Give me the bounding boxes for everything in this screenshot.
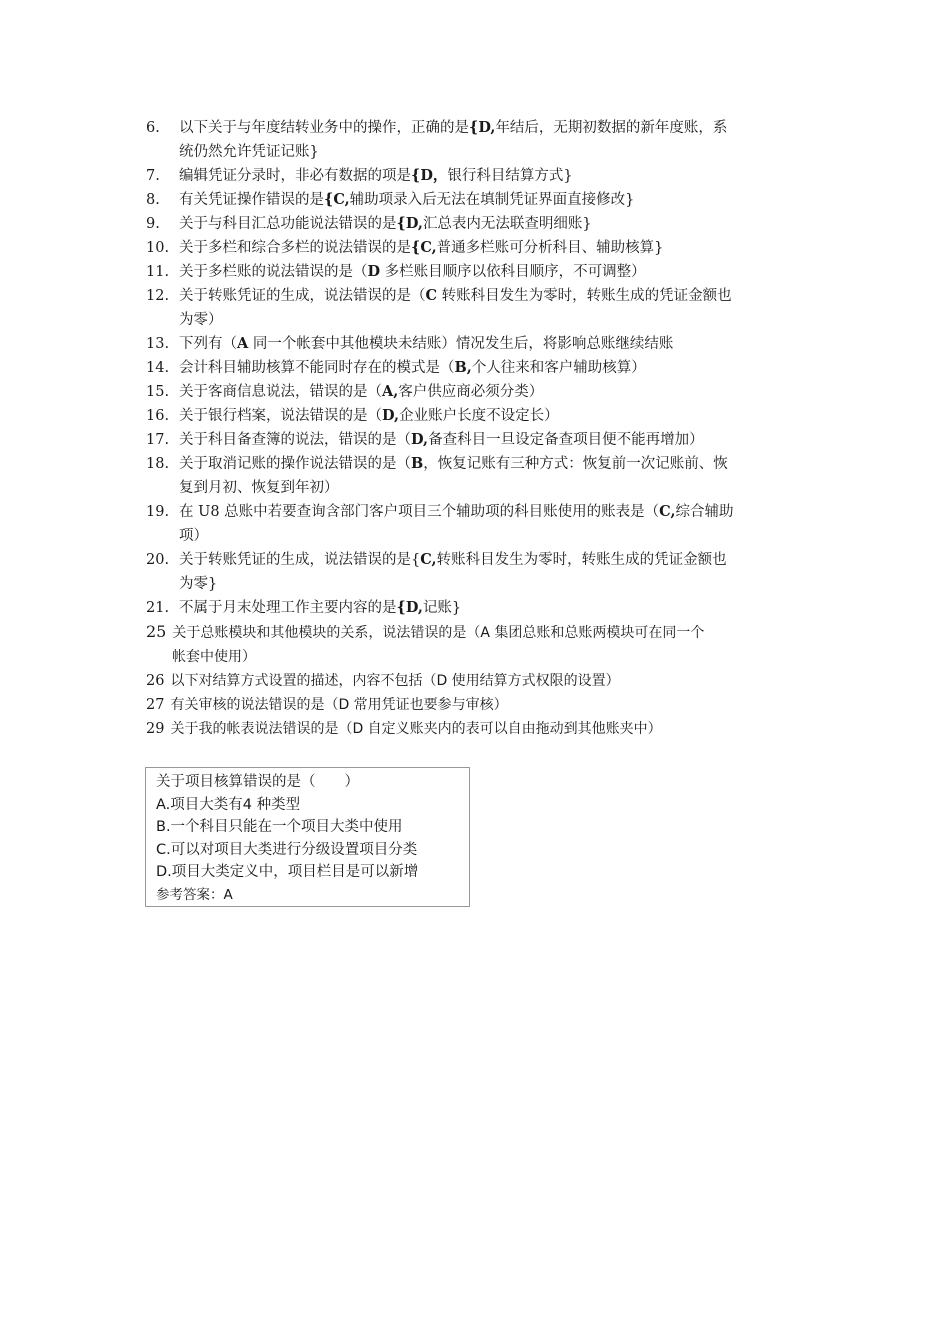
question-item (0, 212, 807, 236)
question-text-tail: 转账科目发生为零时，转账生成的凭证金额也 (436, 552, 727, 568)
question-answer: D, (411, 431, 429, 448)
question-item (0, 332, 807, 356)
question-answer: B, (454, 359, 472, 376)
question-number: 25 (146, 622, 167, 641)
question-answer: A (237, 335, 249, 352)
question-text: 关于银行档案，说法错误的是（ (179, 408, 382, 424)
question-text: 编辑凭证分录时，非必有数据的项是 (179, 168, 411, 184)
question-item (0, 717, 808, 741)
question-text: 关于多栏账的说法错误的是（ (179, 264, 368, 280)
question-continuation: 为零） (179, 312, 223, 328)
quiz-option-a: A.项目大类有4 种类型 (156, 796, 301, 813)
question-text-tail: ，恢复记账有三种方式：恢复前一次记账前、恢 (423, 456, 728, 472)
question-text: 不属于月末处理工作主要内容的是 (179, 600, 397, 616)
question-text-tail: 综合辅助 (675, 504, 734, 520)
question-item (0, 260, 807, 284)
question-text-tail: 备查科目一旦设定备查项目便不能再增加） (428, 432, 704, 448)
question-number: 9. (146, 216, 160, 232)
question-item (0, 164, 807, 188)
question-answer: D (367, 263, 381, 280)
question-number: 14. (146, 360, 170, 376)
quiz-answer: 参考答案：A (156, 886, 233, 903)
question-answer: {D, (396, 215, 423, 232)
question-answer: C, (659, 503, 676, 520)
question-number: 19. (146, 504, 170, 520)
question-number: 17. (146, 432, 170, 448)
question-number: 7. (146, 168, 160, 184)
question-text-tail: 辅助项录入后无法在填制凭证界面直接修改} (349, 192, 635, 208)
question-answer: D, (382, 407, 400, 424)
question-item (0, 596, 807, 620)
question-item (0, 404, 807, 428)
question-item (0, 693, 808, 717)
question-text: 有关审核的说法错误的是（D 常用凭证也要参与审核） (170, 697, 508, 713)
question-text: 关于科目备查簿的说法，错误的是（ (179, 432, 411, 448)
question-text: 关于与科目汇总功能说法错误的是 (179, 216, 397, 232)
question-text: 有关凭证操作错误的是 (179, 192, 324, 208)
question-number: 15. (146, 384, 170, 400)
question-item (0, 620, 808, 669)
question-continuation: 项） (179, 528, 208, 544)
question-text: 关于我的帐表说法错误的是（D 自定义账夹内的表可以自由拖动到其他账夹中） (170, 721, 662, 737)
question-item (0, 284, 807, 332)
question-item (0, 500, 807, 548)
question-number: 26 (146, 673, 165, 689)
question-number: 18. (146, 456, 170, 472)
question-continuation: 复到月初、恢复到年初） (179, 480, 339, 496)
question-item (0, 548, 807, 596)
question-number: 20. (146, 552, 170, 568)
question-text-tail: 同一个帐套中其他模块未结账）情况发生后，将影响总账继续结账 (248, 336, 674, 352)
question-answer: A, (382, 383, 399, 400)
question-continuation: 为零} (179, 576, 218, 592)
question-text-tail: 年结后，无期初数据的新年度账，系 (495, 120, 728, 136)
question-text: 关于取消记账的操作说法错误的是（ (179, 456, 411, 472)
question-answer: {D， (411, 167, 448, 184)
question-item (0, 669, 808, 693)
question-item (0, 380, 807, 404)
question-text: 在 U8 总账中若要查询含部门客户项目三个辅助项的科目账使用的账表是（ (179, 504, 660, 520)
question-answer: {C, (324, 191, 350, 208)
question-text-tail: 记账} (422, 600, 462, 616)
question-text-tail: 多栏账目顺序以依科目顺序，不可调整） (380, 264, 646, 280)
quiz-box (145, 767, 470, 907)
quiz-question: 关于项目核算错误的是（ ） (156, 774, 359, 790)
question-number: 10. (146, 240, 170, 256)
question-text-tail: 普通多栏账可分析科目、辅助核算} (436, 240, 664, 256)
question-number: 27 (146, 697, 165, 713)
question-item (0, 116, 807, 164)
question-answer: {D, (396, 599, 423, 616)
question-item (0, 188, 807, 212)
question-answer: C (425, 287, 438, 304)
question-text-tail: 转账科目发生为零时，转账生成的凭证金额也 (437, 288, 732, 304)
question-text-tail: 银行科目结算方式} (447, 168, 573, 184)
question-continuation: 统仍然允许凭证记账} (179, 144, 319, 160)
question-text: 会计科目辅助核算不能同时存在的模式是（ (179, 360, 455, 376)
question-number: 21. (146, 600, 170, 616)
question-text: 下列有（ (179, 336, 237, 352)
question-number: 12. (146, 288, 170, 304)
question-number: 13. (146, 336, 170, 352)
question-text: 以下对结算方式设置的描述，内容不包括（D 使用结算方式权限的设置） (170, 673, 620, 689)
question-continuation: 帐套中使用） (172, 649, 256, 665)
question-text: 关于多栏和综合多栏的说法错误的是 (179, 240, 411, 256)
quiz-option-d: D.项目大类定义中，项目栏目是可以新增 (156, 864, 419, 880)
question-number: 29 (146, 721, 165, 737)
quiz-option-b: B.一个科目只能在一个项目大类中使用 (156, 819, 403, 835)
question-number: 6. (146, 120, 160, 136)
question-text: 关于客商信息说法，错误的是（ (179, 384, 382, 400)
question-text: 关于转账凭证的生成，说法错误的是{ (179, 552, 421, 568)
question-text: 以下关于与年度结转业务中的操作，正确的是 (179, 120, 469, 136)
question-answer: {C, (411, 239, 437, 256)
question-item (0, 236, 807, 260)
question-text-tail: 汇总表内无法联查明细账} (422, 216, 592, 232)
question-item (0, 428, 807, 452)
question-text: 关于总账模块和其他模块的关系，说法错误的是（A 集团总账和总账两模块可在同一个 (172, 625, 705, 641)
question-list (0, 116, 950, 741)
question-text-tail: 客户供应商必须分类） (398, 384, 544, 400)
question-number: 11. (146, 264, 170, 280)
question-item (0, 452, 807, 500)
question-number: 16. (146, 408, 170, 424)
question-text: 关于转账凭证的生成，说法错误的是（ (179, 288, 426, 304)
question-text-tail: 个人往来和客户辅助核算） (471, 360, 646, 376)
question-number: 8. (146, 192, 160, 208)
quiz-option-c: C.可以对项目大类进行分级设置项目分类 (156, 841, 418, 858)
question-item (0, 356, 807, 380)
question-answer: B (411, 455, 424, 472)
question-answer: C, (420, 551, 437, 568)
question-answer: {D, (469, 119, 496, 136)
question-text-tail: 企业账户长度不设定长） (399, 408, 559, 424)
